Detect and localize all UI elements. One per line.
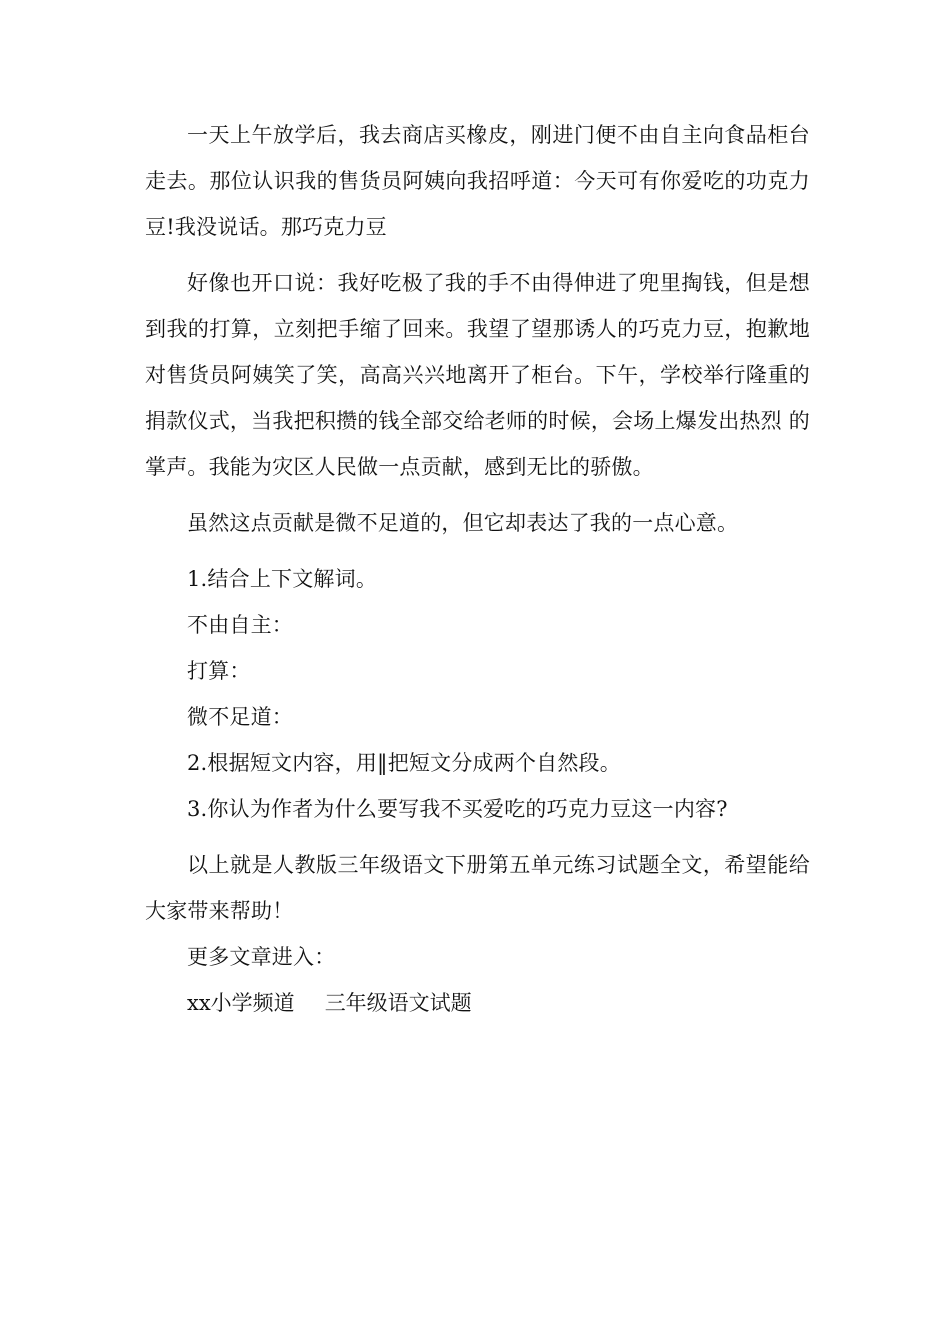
question-1: 1.结合上下文解词。: [187, 567, 378, 591]
story-paragraph-1: 一天上午放学后，我去商店买橡皮，刚进门便不由自主向食品柜台走去。那位认识我的售货员阿姨向我招呼道：今天可有你爱吃的功克力豆!我没说话。那巧克力豆: [145, 123, 810, 239]
word-item-1: 不由自主：: [187, 613, 293, 637]
link-primary-channel[interactable]: xx小学频道: [187, 991, 295, 1015]
document-page: [145, 112, 810, 1026]
closing-paragraph: 以上就是人教版三年级语文下册第五单元练习试题全文，希望能给大家带来帮助！: [145, 853, 810, 923]
word-item-3: 微不足道：: [187, 705, 293, 729]
question-2: 2.根据短文内容，用‖把短文分成两个自然段。: [187, 751, 621, 775]
word-item-2: 打算：: [187, 659, 251, 683]
story-paragraph-3: 虽然这点贡献是微不足道的，但它却表达了我的一点心意。: [187, 511, 739, 535]
related-links: [145, 980, 810, 1026]
link-grade3-chinese-tests[interactable]: 三年级语文试题: [324, 991, 472, 1015]
question-3: 3.你认为作者为什么要写我不买爱吃的巧克力豆这一内容?: [187, 797, 728, 821]
more-articles-label: 更多文章进入：: [187, 945, 336, 969]
story-paragraph-2: 好像也开口说：我好吃极了我的手不由得伸进了兜里掏钱，但是想到我的打算，立刻把手缩了回来。我望了望那诱人的巧克力豆，抱歉地对售货员阿姨笑了笑，高高兴兴地离开了柜台。下午，学校举行隆重的捐款仪式，当我把积攒的钱全部交给老师的时候，会场上爆发出热烈 的掌声。我能为灾区人民做一点贡献，感到无比的骄傲。: [145, 271, 810, 479]
